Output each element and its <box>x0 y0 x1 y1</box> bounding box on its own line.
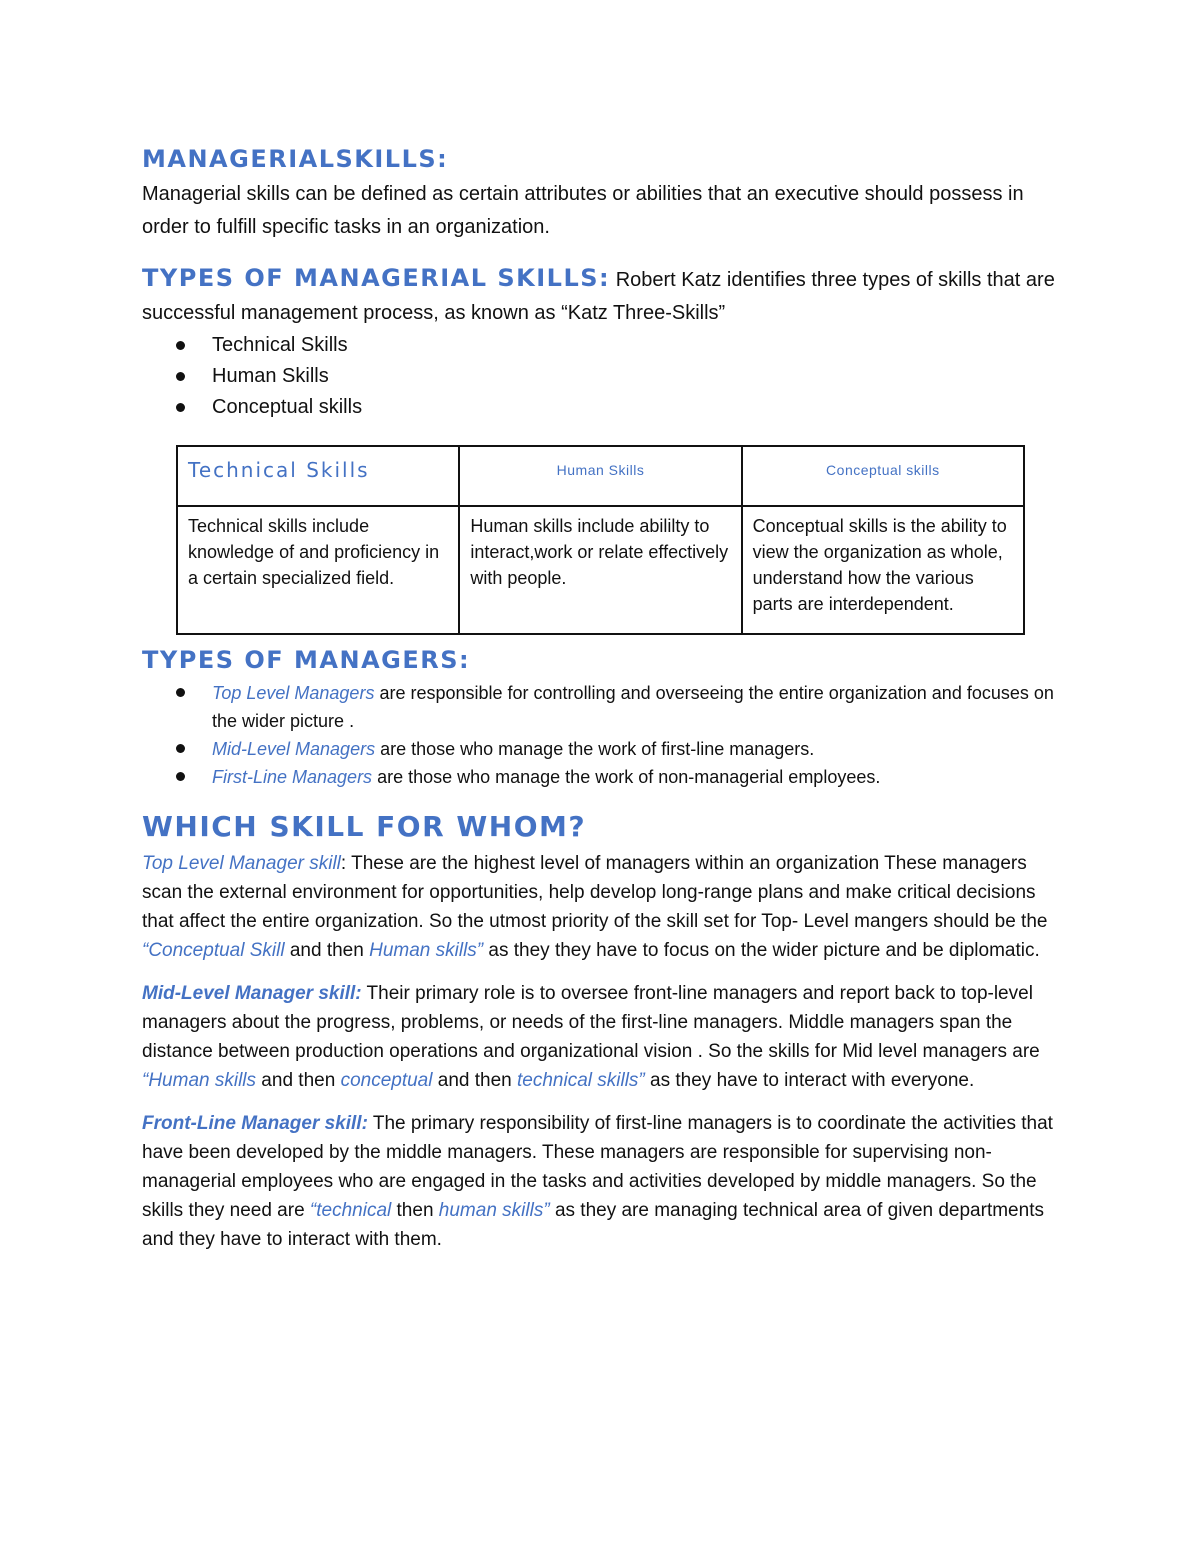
paragraph-text: as they are managing technical area of given departments and they have to interact with them. <box>142 1200 1044 1250</box>
paragraph-text: and then <box>432 1070 517 1091</box>
list-item <box>142 679 1067 735</box>
list-item <box>142 330 1067 361</box>
managers-list <box>142 679 1067 791</box>
paragraph-text: as they have to interact with everyone. <box>644 1070 975 1091</box>
keyword: “technical <box>309 1200 392 1221</box>
bullet-icon <box>176 403 185 412</box>
list-item-label: Human Skills <box>212 365 329 387</box>
header-human-skills: Human Skills <box>556 462 645 478</box>
manager-desc: are those who manage the work of non-managerial employees. <box>372 767 881 787</box>
list-item <box>142 361 1067 392</box>
keyword: human skills” <box>438 1200 550 1221</box>
bullet-icon <box>176 772 185 781</box>
heading-managerial-skills: MANAGERIALSKILLS: <box>142 145 449 173</box>
paragraph-text: Their primary role is to oversee front-line managers and report back to top-level managers about the progress, problems, or needs of the first-line managers. Middle managers span the distance between production operations and organizational vision . So the skills for Mid level managers are <box>142 983 1040 1062</box>
skills-list <box>142 330 1067 423</box>
skills-table <box>176 445 1025 635</box>
table-header-cell <box>742 446 1024 506</box>
table-cell-technical: Technical skills include knowledge of and proficiency in a certain specialized field. <box>177 506 459 634</box>
mid-level-paragraph <box>142 979 1067 1095</box>
top-level-term: Top Level Manager skill <box>142 853 341 874</box>
paragraph-text: : These are the highest level of managers within an organization These managers scan the external environment for opportunities, help develop long-range plans and make critical decisions that affect the entire organization. So the utmost priority of the skill set for Top- Level mangers should be the <box>142 853 1048 932</box>
header-conceptual-skills: Conceptual skills <box>826 462 940 478</box>
list-item <box>142 763 1067 791</box>
types-skills-text: Robert Katz identifies three types of skills that are successful management process, as known as “Katz Three-Skills” <box>142 269 1055 324</box>
table-header-cell <box>459 446 741 506</box>
table-row <box>177 506 1024 634</box>
table-cell-conceptual: Conceptual skills is the ability to view the organization as whole, understand how the various parts are interdependent. <box>742 506 1024 634</box>
table-cell-human: Human skills include abililty to interact,work or relate effectively with people. <box>459 506 741 634</box>
paragraph-text: The primary responsibility of first-line managers is to coordinate the activities that have been developed by the middle managers. These managers are responsible for supervising non-managerial employees who are engaged in the tasks and activities developed by middle managers. So the skills they need are <box>142 1113 1053 1221</box>
intro-paragraph: Managerial skills can be defined as certain attributes or abilities that an executive should possess in order to fulfill specific tasks in an organization. <box>142 183 1024 238</box>
document-page <box>142 140 1067 1254</box>
table-header-row <box>177 446 1024 506</box>
paragraph-text: as they they have to focus on the wider picture and be diplomatic. <box>483 940 1040 961</box>
front-line-term: Front-Line Manager skill: <box>142 1113 368 1134</box>
keyword: Human skills” <box>369 940 484 961</box>
keyword: technical skills” <box>517 1070 645 1091</box>
heading-which-skill-for-whom: WHICH SKILL FOR WHOM? <box>142 810 587 843</box>
list-item <box>142 392 1067 423</box>
keyword: “Human skills <box>142 1070 257 1091</box>
manager-desc: are responsible for controlling and overseeing the entire organization and focuses on the wider picture . <box>212 683 1054 731</box>
bullet-icon <box>176 372 185 381</box>
manager-term: Mid-Level Managers <box>212 739 376 759</box>
paragraph-text: and then <box>284 940 370 961</box>
manager-desc: are those who manage the work of first-line managers. <box>375 739 815 759</box>
list-item <box>142 735 1067 763</box>
paragraph-text: and then <box>256 1070 341 1091</box>
bullet-icon <box>176 744 185 753</box>
keyword: conceptual <box>340 1070 433 1091</box>
top-level-paragraph <box>142 849 1067 965</box>
bullet-icon <box>176 688 185 697</box>
bullet-icon <box>176 341 185 350</box>
front-line-paragraph <box>142 1109 1067 1254</box>
types-skills-paragraph <box>142 262 1067 330</box>
manager-term: Top Level Managers <box>212 683 375 703</box>
list-item-label: Conceptual skills <box>212 396 363 418</box>
list-item-label: Technical Skills <box>212 334 348 356</box>
heading-types-of-managerial-skills: TYPES OF MANAGERIAL SKILLS: <box>142 264 611 292</box>
keyword: “Conceptual Skill <box>142 940 285 961</box>
heading-types-of-managers: TYPES OF MANAGERS: <box>142 646 471 674</box>
manager-term: First-Line Managers <box>212 767 373 787</box>
table-header-cell <box>177 446 459 506</box>
header-technical-skills: Technical Skills <box>188 458 370 482</box>
paragraph-text: then <box>391 1200 439 1221</box>
mid-level-term: Mid-Level Manager skill: <box>142 983 362 1004</box>
